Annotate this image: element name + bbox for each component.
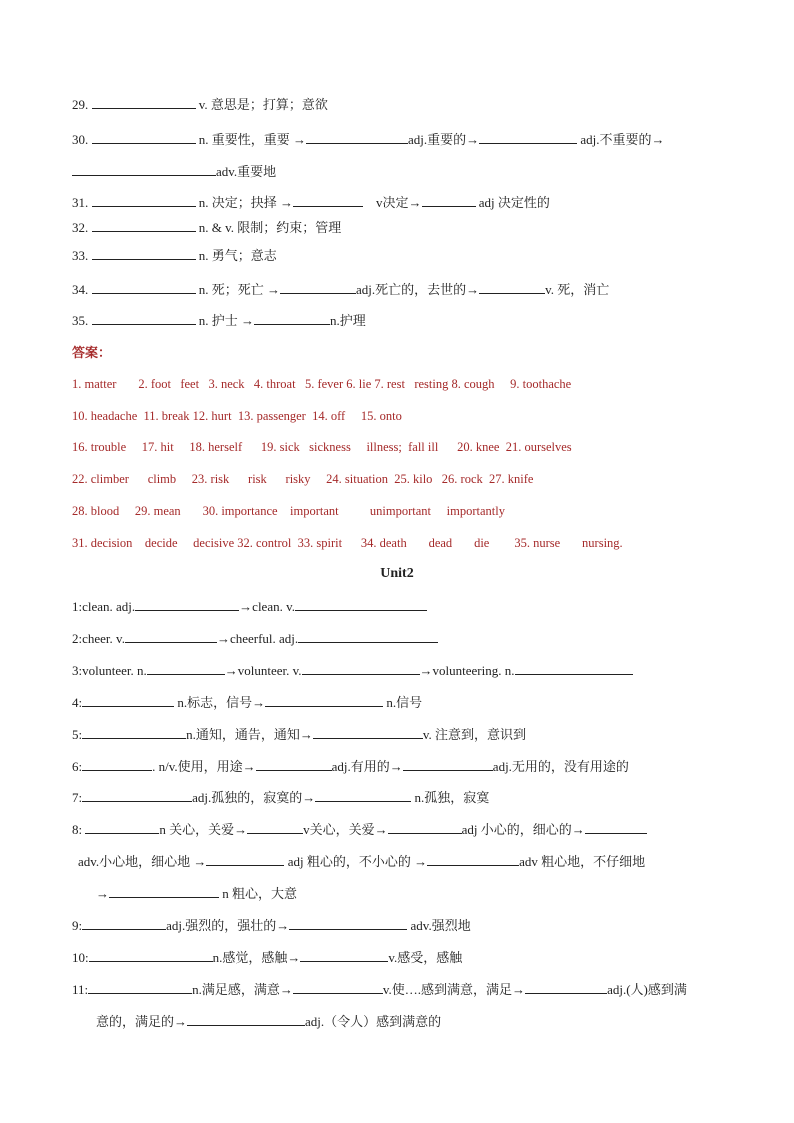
blank[interactable] <box>388 820 462 834</box>
blank[interactable] <box>92 280 196 294</box>
answers-line-6: 31. decision decide decisive 32. control 33. spirit 34. death dead die 35. nurse nursing. <box>72 536 623 550</box>
unit2-line-8-cont2: → n 粗心，大意 <box>96 886 298 901</box>
exercise-30: 30. n. 重要性，重要 → adj.重要的→ adj.不重要的→ <box>72 132 665 147</box>
answers-line-4: 22. climber climb 23. risk risk risky 24. situation 25. kilo 26. rock 27. knife <box>72 472 534 486</box>
blank[interactable] <box>256 757 332 771</box>
unit2-line-11-cont: 意的，满足的→ adj.（令人）感到满意的 <box>96 1014 442 1029</box>
blank[interactable] <box>92 311 196 325</box>
blank[interactable] <box>82 693 174 707</box>
blank[interactable] <box>72 162 216 176</box>
exercise-31: 31. n. 决定；抉择 → v决定→ adj 决定性的 <box>72 195 550 210</box>
answers-header: 答案： <box>72 345 112 360</box>
unit2-line-6: 6: . n/v.使用，用途→ adj.有用的→ adj.无用的，没有用途的 <box>72 759 629 774</box>
blank[interactable] <box>289 916 407 930</box>
blank[interactable] <box>135 597 239 611</box>
answers-line-1: 1. matter 2. foot feet 3. neck 4. throat 5. fever 6. lie 7. rest resting 8. cough 9. toothache <box>72 377 572 391</box>
blank[interactable] <box>515 661 633 675</box>
unit2-line-10: 10: n.感觉，感触→ v.感受，感触 <box>72 950 463 965</box>
exercise-34: 34. n. 死；死亡 → adj.死亡的，去世的→ v. 死，消亡 <box>72 282 610 297</box>
blank[interactable] <box>82 725 186 739</box>
blank[interactable] <box>92 218 196 232</box>
blank[interactable] <box>403 757 493 771</box>
blank[interactable] <box>206 852 284 866</box>
blank[interactable] <box>306 130 408 144</box>
blank[interactable] <box>295 597 427 611</box>
blank[interactable] <box>422 193 476 207</box>
unit2-line-8: 8: n 关心，关爱→ v关心，关爱→ adj 小心的，细心的→ <box>72 820 647 839</box>
unit2-line-5: 5: n.通知，通告，通知→ v. 注意到，意识到 <box>72 727 527 742</box>
blank[interactable] <box>280 280 356 294</box>
unit2-line-8-cont: adv.小心地，细心地 → adj 粗心的，不小心的 → adv 粗心地，不仔细地 <box>78 854 646 869</box>
blank[interactable] <box>479 280 545 294</box>
blank[interactable] <box>585 820 647 834</box>
answers-line-5: 28. blood 29. mean 30. importance important unimportant importantly <box>72 504 505 518</box>
blank[interactable] <box>92 193 196 207</box>
unit2-line-3: 3:volunteer. n. →volunteer. v. →volunteering. n. <box>72 661 633 680</box>
answers-line-2: 10. headache 11. break 12. hurt 13. passenger 14. off 15. onto <box>72 409 402 423</box>
unit2-line-1: 1:clean. adj. →clean. v. <box>72 597 427 616</box>
unit2-line-2: 2:cheer. v. →cheerful. adj. <box>72 629 438 648</box>
blank[interactable] <box>298 629 438 643</box>
blank[interactable] <box>82 757 152 771</box>
blank[interactable] <box>92 130 196 144</box>
blank[interactable] <box>88 980 192 994</box>
blank[interactable] <box>479 130 577 144</box>
blank[interactable] <box>92 95 196 109</box>
exercise-32: 32. n. & v. 限制；约束；管理 <box>72 220 342 235</box>
unit2-line-4: 4: n.标志，信号→ n.信号 <box>72 695 423 710</box>
blank[interactable] <box>187 1012 305 1026</box>
unit2-line-7: 7: adj.孤独的，寂寞的→ n.孤独，寂寞 <box>72 790 490 805</box>
blank[interactable] <box>315 788 411 802</box>
blank[interactable] <box>302 661 420 675</box>
blank[interactable] <box>247 820 303 834</box>
unit2-title: Unit2 <box>380 566 414 581</box>
blank[interactable] <box>82 916 166 930</box>
blank[interactable] <box>125 629 217 643</box>
blank[interactable] <box>109 884 219 898</box>
exercise-33: 33. n. 勇气；意志 <box>72 248 277 263</box>
answers-line-3: 16. trouble 17. hit 18. herself 19. sick sickness illness; fall ill 20. knee 21. ourselves <box>72 440 572 454</box>
blank[interactable] <box>300 948 388 962</box>
blank[interactable] <box>254 311 330 325</box>
exercise-29: 29. v. 意思是；打算；意欲 <box>72 97 328 112</box>
exercise-30-cont: adv.重要地 <box>72 162 276 181</box>
blank[interactable] <box>82 788 192 802</box>
blank[interactable] <box>265 693 383 707</box>
blank[interactable] <box>147 661 225 675</box>
blank[interactable] <box>293 980 383 994</box>
blank[interactable] <box>313 725 423 739</box>
blank[interactable] <box>525 980 607 994</box>
exercise-35: 35. n. 护士 → n.护理 <box>72 313 366 328</box>
blank[interactable] <box>85 820 159 834</box>
blank[interactable] <box>293 193 363 207</box>
unit2-line-9: 9: adj.强烈的，强壮的→ adv.强烈地 <box>72 918 471 933</box>
blank[interactable] <box>92 246 196 260</box>
blank[interactable] <box>427 852 519 866</box>
blank[interactable] <box>89 948 213 962</box>
unit2-line-11: 11: n.满足感，满意→ v.使….感到满意，满足→ adj.(人)感到满 <box>72 982 687 997</box>
